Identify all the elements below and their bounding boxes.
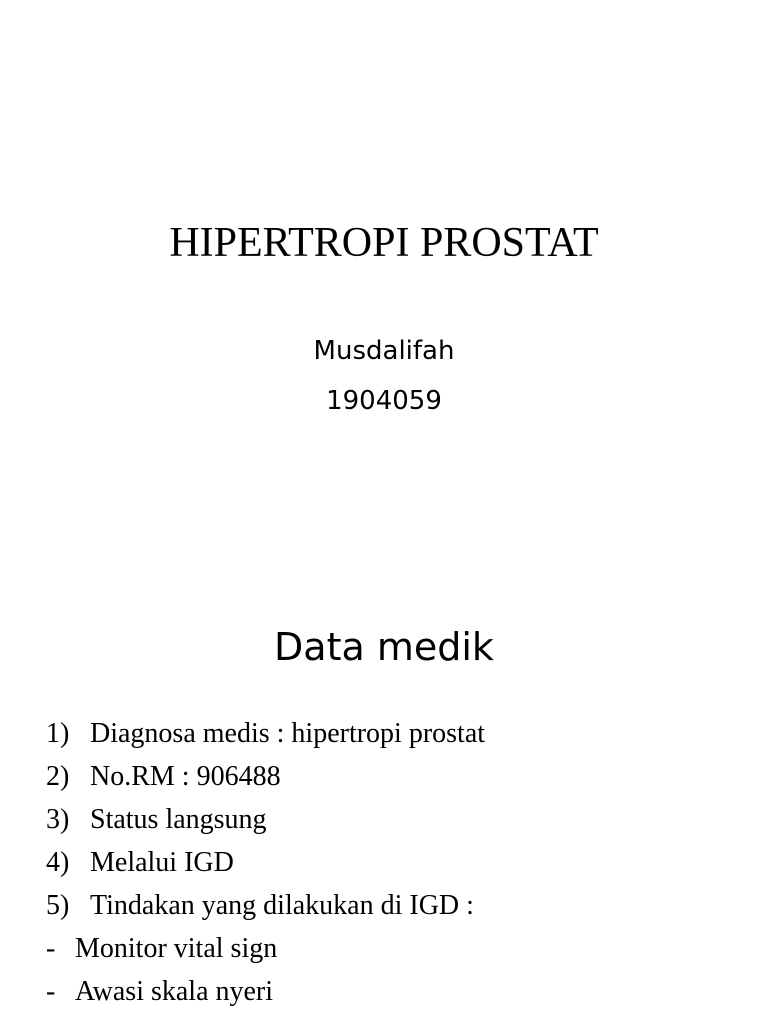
list-item: [46, 884, 485, 927]
list-item: [46, 841, 485, 884]
page-title: HIPERTROPI PROSTAT: [169, 220, 599, 266]
list-item: [46, 798, 485, 841]
list-item-text: Monitor vital sign: [75, 933, 278, 964]
list-marker: 4): [46, 847, 70, 878]
list-item: [46, 927, 485, 970]
list-item-text: Status langsung: [90, 804, 267, 835]
list-marker: -: [46, 933, 56, 964]
list-marker: 3): [46, 804, 70, 835]
list-marker: 5): [46, 890, 70, 921]
author-name: Musdalifah: [313, 336, 455, 366]
list-marker: -: [46, 976, 56, 1007]
list-item: [46, 970, 485, 1013]
list-item-text: Melalui IGD: [90, 847, 234, 878]
list-item-text: Diagnosa medis : hipertropi prostat: [90, 718, 486, 749]
list-item-text: No.RM : 906488: [90, 761, 281, 792]
list-marker: 2): [46, 761, 70, 792]
section-heading: Data medik: [274, 625, 494, 669]
medical-data-list: [46, 712, 485, 1013]
list-item: [46, 712, 485, 755]
list-item: [46, 755, 485, 798]
list-item-text: Tindakan yang dilakukan di IGD :: [90, 890, 474, 921]
student-id: 1904059: [326, 386, 442, 416]
list-item-text: Awasi skala nyeri: [75, 976, 274, 1007]
list-marker: 1): [46, 718, 70, 749]
